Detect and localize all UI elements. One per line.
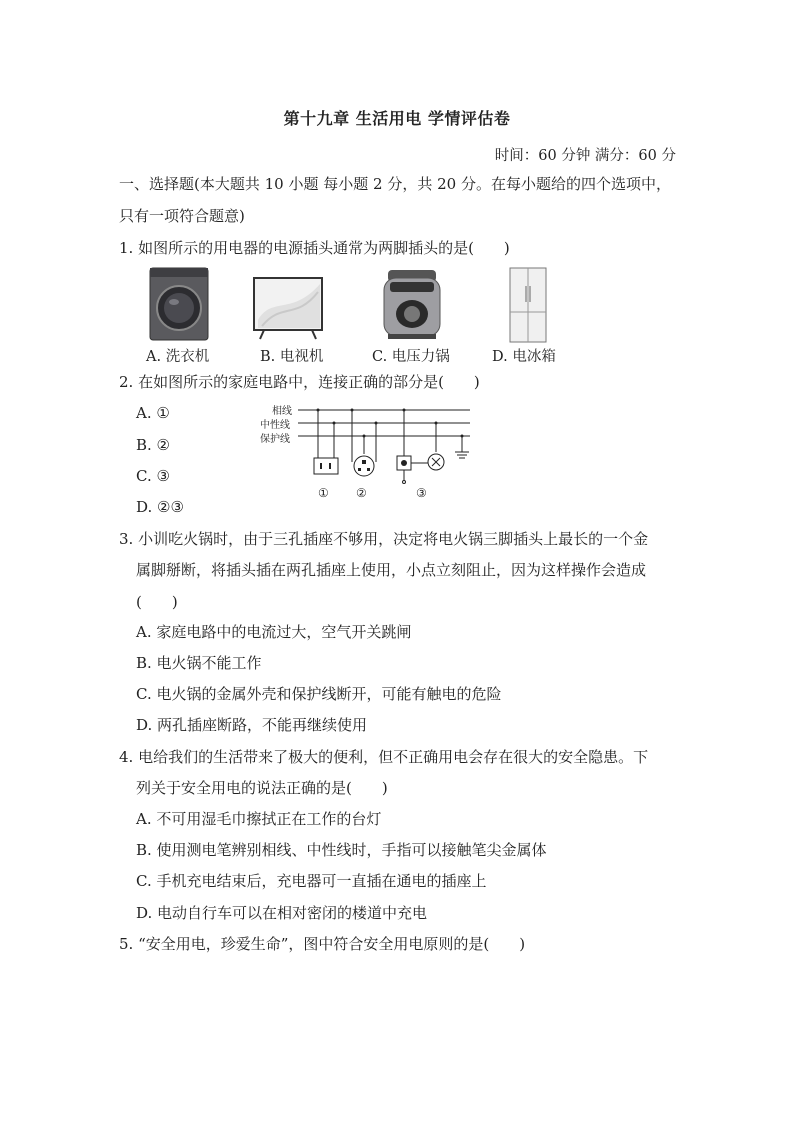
q4-stem-line2: 列关于安全用电的说法正确的是( ) [136, 779, 388, 797]
q1-stem: 1. 如图所示的用电器的电源插头通常为两脚插头的是( ) [119, 239, 510, 257]
circuit-wires [256, 400, 482, 490]
pressure-cooker-image [380, 266, 444, 342]
part-label-3: ③ [416, 486, 427, 500]
q4-option-d[interactable]: D. 电动自行车可以在相对密闭的楼道中充电 [136, 904, 428, 922]
q4-option-b[interactable]: B. 使用测电笔辨别相线、中性线时，手指可以接触笔尖金属体 [136, 841, 547, 859]
part-label-1: ① [318, 486, 329, 500]
circuit-diagram [256, 400, 482, 504]
q2-option-b[interactable]: B. ② [136, 436, 171, 454]
q2-option-a[interactable]: A. ① [136, 404, 170, 422]
section1-heading [119, 174, 671, 194]
wire-label-neutral: 中性线 [260, 420, 290, 431]
q3-option-b[interactable]: B. 电火锅不能工作 [136, 654, 262, 672]
time-info: 时间：60 分钟 满分：60 分 [494, 148, 676, 164]
q3-stem-line3: ( ) [136, 593, 178, 611]
q5-stem: 5. “安全用电，珍爱生命”，图中符合安全用电原则的是( ) [119, 935, 526, 953]
q1-option-c[interactable]: C. 电压力锅 [372, 349, 450, 365]
q1-option-b[interactable]: B. 电视机 [260, 349, 324, 365]
q2-option-d[interactable]: D. ②③ [136, 498, 184, 516]
q3-option-d[interactable]: D. 两孔插座断路，不能再继续使用 [136, 716, 368, 734]
q3-option-a[interactable]: A. 家庭电路中的电流过大，空气开关跳闸 [136, 623, 412, 641]
wire-label-live: 相线 [272, 406, 292, 417]
q3-option-c[interactable]: C. 电火锅的金属外壳和保护线断开，可能有触电的危险 [136, 685, 502, 703]
q4-option-a[interactable]: A. 不可用湿毛巾擦拭正在工作的台灯 [136, 810, 382, 828]
q4-stem-line1: 4. 电给我们的生活带来了极大的便利，但不正确用电会存在很大的安全隐患。下 [119, 748, 649, 766]
refrigerator-image [508, 266, 548, 344]
q3-stem-line2: 属脚掰断，将插头插在两孔插座上使用，小点立刻阻止，因为这样操作会造成 [136, 561, 647, 579]
part-label-2: ② [356, 486, 367, 500]
q2-stem: 2. 在如图所示的家庭电路中，连接正确的部分是( ) [119, 373, 480, 391]
q1-option-a[interactable]: A. 洗衣机 [146, 349, 210, 365]
wire-label-ground: 保护线 [260, 434, 290, 445]
television-image [252, 276, 324, 342]
washing-machine-image [148, 266, 210, 342]
section1-heading-cont: 只有一项符合题意) [119, 207, 245, 225]
q1-option-d[interactable]: D. 电冰箱 [492, 349, 556, 365]
q3-stem-line1: 3. 小训吃火锅时，由于三孔插座不够用，决定将电火锅三脚插头上最长的一个金 [119, 530, 649, 548]
q2-option-c[interactable]: C. ③ [136, 467, 170, 485]
q4-option-c[interactable]: C. 手机充电结束后，充电器可一直插在通电的插座上 [136, 872, 487, 890]
page-title: 第十九章 生活用电 学情评估卷 [283, 109, 511, 128]
section1-line1: 一、选择题(本大题共 10 小题 每小题 2 分，共 20 分。在每小题给的四个选项中， [119, 175, 671, 193]
